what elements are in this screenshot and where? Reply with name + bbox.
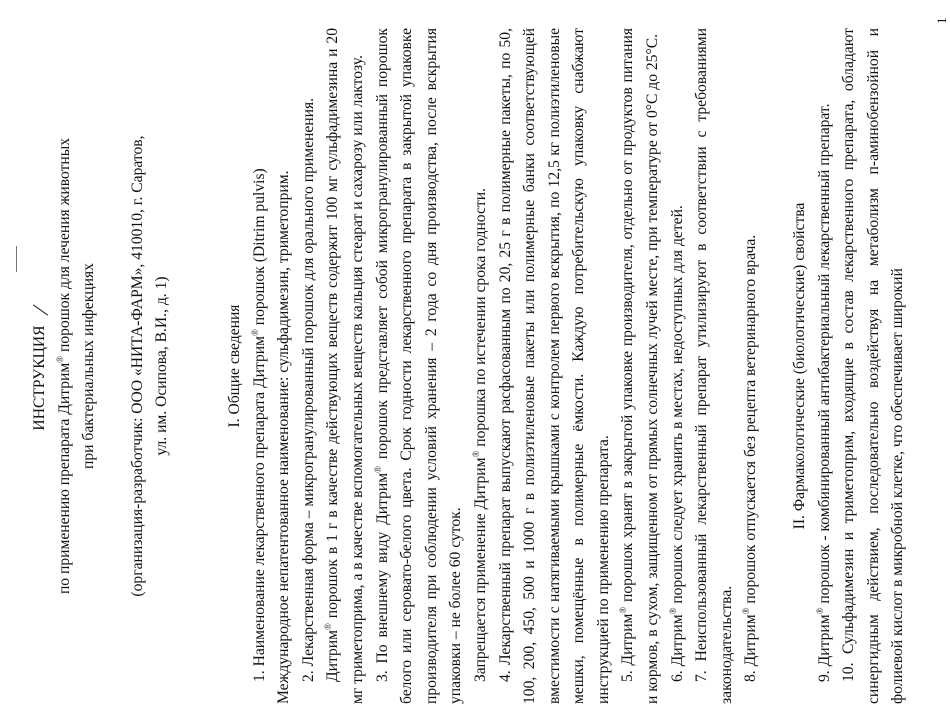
handwritten-check-mark xyxy=(33,305,48,316)
developer-info: (организация-разработчик: ООО «НИТА-ФАРМ», 410010, г. Саратов, xyxy=(128,135,146,597)
paragraph-3: 3. По внешнему виду Дитрим® порошок представляет собой микрогранулированный порошок белого или серовато-белого цвета. Срок годности лекарственного препарата в закрытой упаковке производителя при соблюдении условий хранения – 2 года со дня производства, после вскрытия упаковки – не более 60 суток. xyxy=(372,28,465,704)
paragraph-10: 10. Сульфадимезин и триметоприм, входящие в состав лекарственного препарата, обладают синергидным действием, последовательно воздействуя на метаболизм п-аминобензойной и фолиевой кислот в микробной клетке, что обеспечивает широкий xyxy=(840,28,907,704)
paragraph-2: 2. Лекарственная форма – микрогранулированный порошок для орального применения. xyxy=(299,97,317,682)
paragraph-1: 1. Наименование лекарственного препарата Дитрим® порошок (Ditrim pulvis) xyxy=(249,168,268,682)
instruction-text xyxy=(28,28,911,704)
pen-stroke-mark xyxy=(16,246,17,272)
developer-address: ул. им. Осипова, В.И., д. 1) xyxy=(153,276,171,456)
document-subtitle-line2: при бактериальных инфекциях xyxy=(80,263,98,469)
document-title: ИНСТРУКЦИЯ xyxy=(28,28,53,704)
paragraph-expiry: Запрещается применение Дитрим® порошка по истечении срока годности. xyxy=(470,188,489,682)
document-subtitle: по применению препарата Дитрим® порошок для лечения животных xyxy=(54,137,73,595)
paragraph-7: 7. Неиспользованный лекарственный препарат утилизируют в соответствии с требованиями законодательства. xyxy=(693,28,735,704)
paragraph-6: 6. Дитрим® порошок следует хранить в местах, недоступных для детей. xyxy=(667,205,686,682)
paragraph-inn: Международное непатентованное наименование: сульфадимезин, триметоприм. xyxy=(275,170,293,704)
paragraph-5: 5. Дитрим® порошок хранят в закрытой упаковке производителя, отдельно от продуктов питания и кормов, в сухом, защищенном от прямых солнечных лучей месте, при температуре от 0°С до 25°С. xyxy=(618,27,662,704)
paragraph-4: 4. Лекарственный препарат выпускают расфасованным по 20, 25 г в полимерные пакеты, по 50, 100, 200, 450, 500 и 1000 г в полиэтиленовые пакеты или полимерные банки соответствующей вместимости с натягиваемыми крышками с контролем первого вскрытия, по 12,5 кг полиэтиленовые мешки, помещённые в полимерные ёмкости. Каждую потребительскую упаковку снабжают инструкцией по применению препарата. xyxy=(496,28,612,704)
paragraph-8: 8. Дитрим® порошок отпускается без рецепта ветеринарного врача. xyxy=(741,234,760,682)
paragraph-composition: Дитрим® порошок в 1 г в качестве действующих веществ содержит 100 мг сульфадимезина и 20 мг триметоприма, а в качестве вспомогательных веществ кальция стеарат и сахарозу или лактозу. xyxy=(323,28,366,704)
section-1-heading: I. Общие сведения xyxy=(225,304,243,428)
section-2-heading: II. Фармакологические (биологические) свойства xyxy=(791,202,809,530)
page-number: 1 xyxy=(934,17,949,24)
paragraph-9: 9. Дитрим® порошок - комбинированный антибактериальный лекарственный препарат. xyxy=(814,103,833,682)
